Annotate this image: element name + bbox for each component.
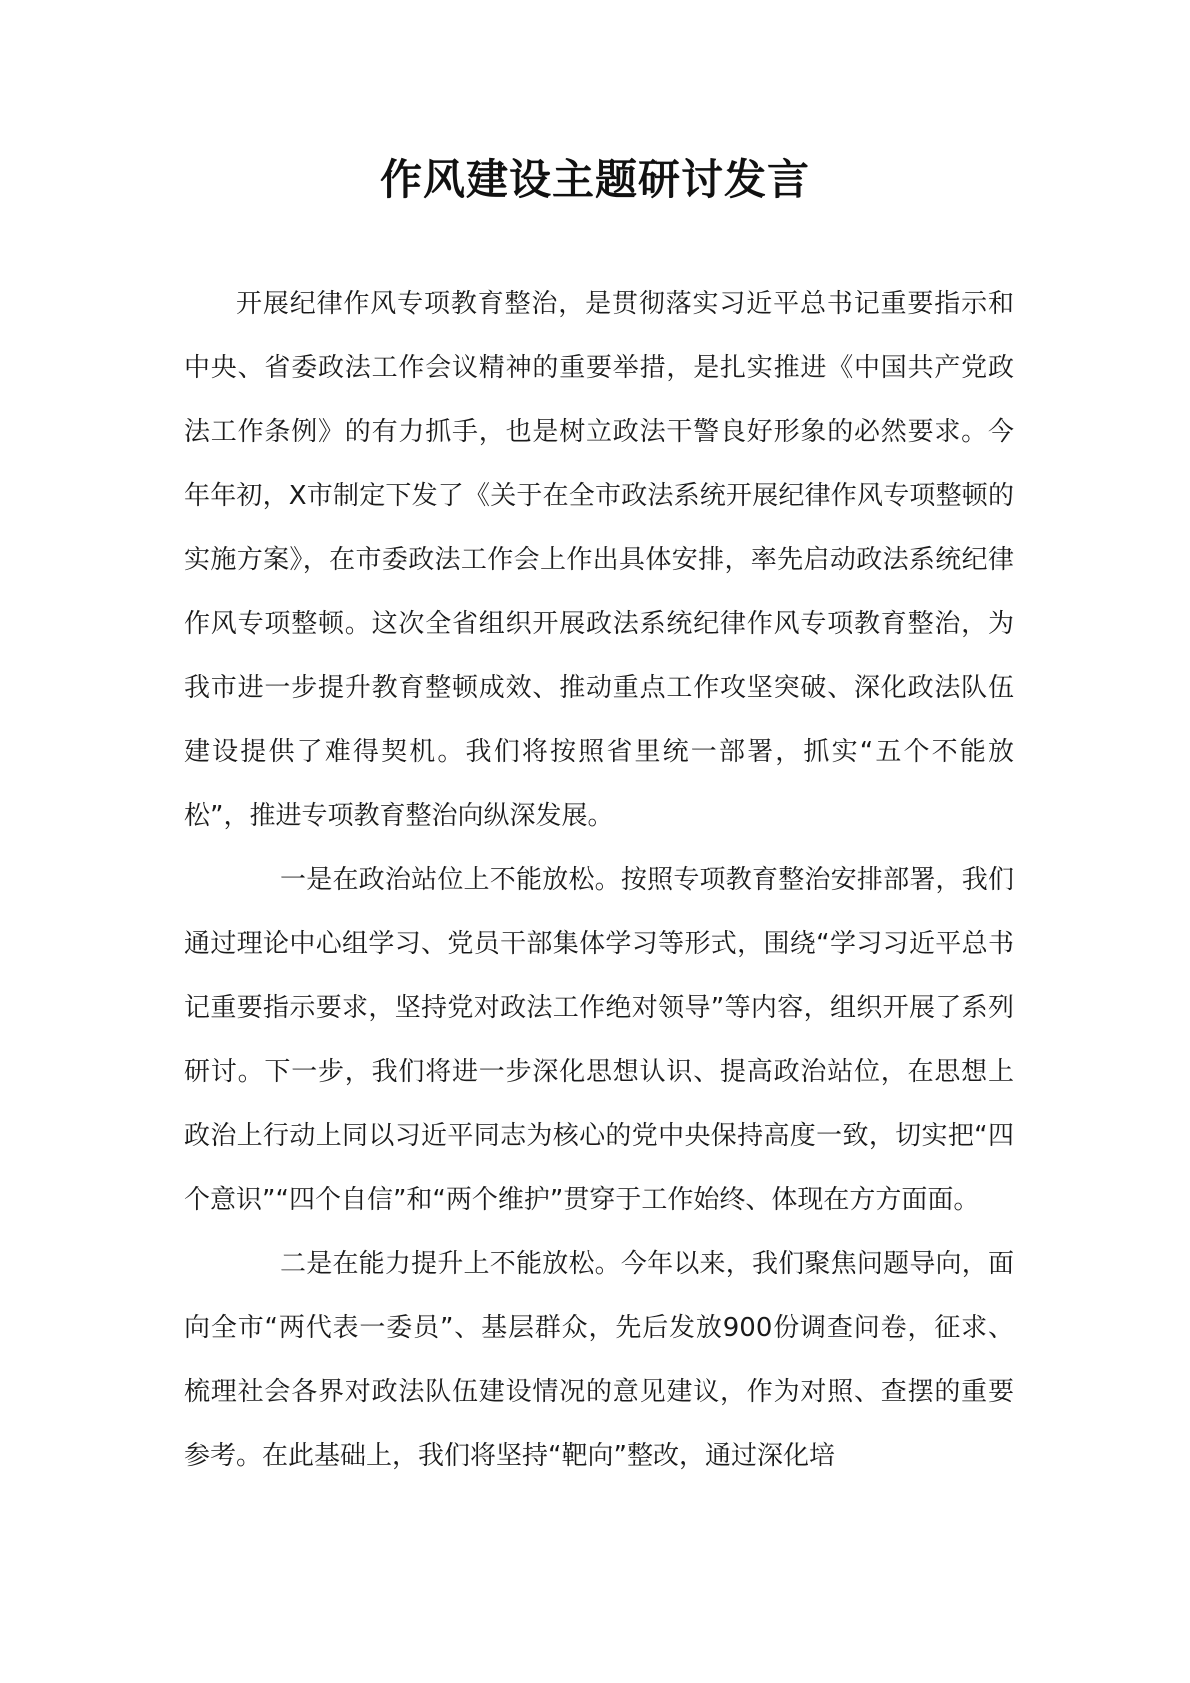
document-body [184,272,1014,1488]
paragraph-point-two: 二是在能力提升上不能放松。今年以来，我们聚焦问题导向，面向全市“两代表一委员”、基层群众，先后发放900份调查问卷，征求、梳理社会各界对政法队伍建设情况的意见建议，作为对照、查摆的重要参考。在此基础上，我们将坚持“靶向”整改，通过深化培 [184,1249,1014,1471]
paragraph-intro: 开展纪律作风专项教育整治，是贯彻落实习近平总书记重要指示和中央、省委政法工作会议精神的重要举措，是扎实推进《中国共产党政法工作条例》的有力抓手，也是树立政法干警良好形象的必然要求。今年年初，X市制定下发了《关于在全市政法系统开展纪律作风专项整顿的实施方案》，在市委政法工作会上作出具体安排，率先启动政法系统纪律作风专项整顿。这次全省组织开展政法系统纪律作风专项教育整治，为我市进一步提升教育整顿成效、推动重点工作攻坚突破、深化政法队伍建设提供了难得契机。我们将按照省里统一部署，抓实“五个不能放松”，推进专项教育整治向纵深发展。 [184,289,1014,831]
paragraph-point-one: 一是在政治站位上不能放松。按照专项教育整治安排部署，我们通过理论中心组学习、党员干部集体学习等形式，围绕“学习习近平总书记重要指示要求，坚持党对政法工作绝对领导”等内容，组织开展了系列研讨。下一步，我们将进一步深化思想认识、提高政治站位，在思想上政治上行动上同以习近平同志为核心的党中央保持高度一致，切实把“四个意识”“四个自信”和“两个维护”贯穿于工作始终、体现在方方面面。 [184,865,1014,1215]
document-title: 作风建设主题研讨发言 [379,155,810,204]
